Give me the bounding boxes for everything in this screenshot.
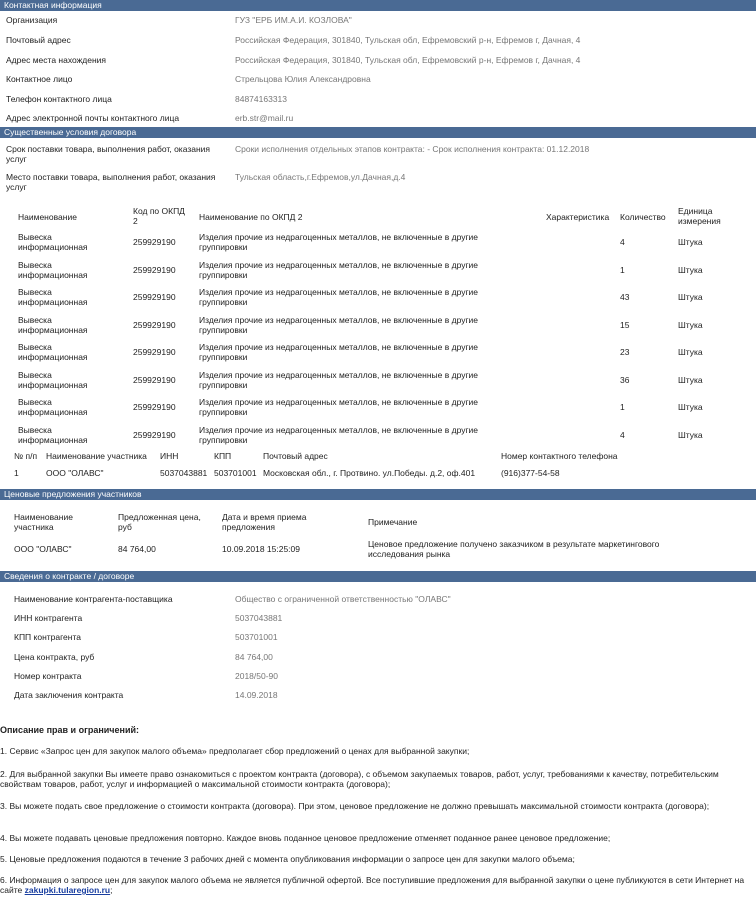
offers-header-date: Дата и время приема предложения — [222, 512, 307, 532]
items-header-name: Наименование — [18, 212, 77, 222]
contract-value-inn: 5037043881 — [235, 613, 283, 623]
items-header-okpd-code: Код по ОКПД 2 — [133, 206, 185, 226]
conditions-value-term: Сроки исполнения отдельных этапов контракта: - Срок исполнения контракта: 01.12.2018 — [235, 144, 590, 154]
item-name: Вывеска информационная — [18, 397, 88, 417]
rights-item-6 — [0, 875, 752, 895]
item-unit: Штука — [678, 429, 703, 440]
rights-title: Описание прав и ограничений: — [0, 725, 140, 735]
rights-item-5: 5. Ценовые предложения подаются в течение 3 рабочих дней с момента опубликования информации о запросе цен для закупки малого объема; — [0, 854, 575, 864]
contact-label-organization: Организация — [6, 15, 58, 25]
contract-label-price: Цена контракта, руб — [14, 652, 95, 662]
conditions-label-term: Срок поставки товара, выполнения работ, оказания услуг — [6, 144, 210, 164]
item-quantity: 1 — [620, 264, 625, 275]
items-header-characteristic: Характеристика — [546, 212, 610, 222]
conditions-section-header: Существенные условия договора — [0, 127, 756, 138]
conditions-label-place: Место поставки товара, выполнения работ, оказания услуг — [6, 172, 216, 192]
contract-label-inn: ИНН контрагента — [14, 613, 83, 623]
contract-label-kpp: КПП контрагента — [14, 632, 81, 642]
item-okpd-code: 259929190 — [133, 429, 176, 440]
participants-header-name: Наименование участника — [46, 451, 147, 461]
item-quantity: 43 — [620, 292, 630, 302]
rights-item-6-end: ; — [110, 885, 113, 895]
contract-label-date: Дата заключения контракта — [14, 690, 124, 700]
rights-item-1: 1. Сервис «Запрос цен для закупок малого объема» предполагает сбор предложений о ценах для выбранной закупки; — [0, 746, 470, 756]
item-unit: Штука — [678, 237, 703, 247]
contact-label-person: Контактное лицо — [6, 74, 73, 84]
offers-header-price: Предложенная цена, руб — [118, 512, 201, 532]
rights-item-6-text: 6. Информация о запросе цен для закупок малого объема не является публичной офертой. Все поступившие предложения для выбранной закупки о цене публикуются в сети Интернет на сайте — [0, 875, 745, 895]
item-name: Вывеска информационная — [18, 314, 88, 335]
contract-value-number: 2018/50-90 — [235, 671, 279, 681]
contract-value-price: 84 764,00 — [235, 652, 273, 662]
item-okpd-name: Изделия прочие из недрагоценных металлов, не включенные в другие группировки — [199, 342, 479, 362]
item-unit: Штука — [678, 319, 703, 330]
items-header-unit: Единица измерения — [678, 206, 721, 226]
contract-label-supplier: Наименование контрагента-поставщика — [14, 594, 173, 604]
contact-value-email: erb.str@mail.ru — [235, 113, 294, 123]
item-name: Вывеска информационная — [18, 232, 88, 252]
item-okpd-code: 259929190 — [133, 347, 176, 357]
participant-num: 1 — [14, 468, 19, 478]
item-okpd-code: 259929190 — [133, 402, 176, 412]
contract-value-date: 14.09.2018 — [235, 690, 278, 700]
item-okpd-name: Изделия прочие из недрагоценных металлов, не включенные в другие группировки — [199, 287, 479, 307]
item-okpd-code: 259929190 — [133, 292, 176, 302]
item-unit: Штука — [678, 292, 703, 302]
item-okpd-code: 259929190 — [133, 264, 176, 275]
offer-date: 10.09.2018 15:25:09 — [222, 544, 300, 554]
contract-value-supplier: Общество с ограниченной ответственностью "ОЛАВС" — [235, 594, 451, 604]
item-name: Вывеска информационная — [18, 342, 88, 362]
contact-value-phone: 84874163313 — [235, 94, 288, 104]
contact-label-phone: Телефон контактного лица — [6, 94, 112, 104]
participants-header-num: № п/п — [14, 451, 38, 461]
item-okpd-name: Изделия прочие из недрагоценных металлов, не включенные в другие группировки — [199, 314, 479, 335]
item-okpd-code: 259929190 — [133, 319, 176, 330]
contract-value-kpp: 503701001 — [235, 632, 278, 642]
items-header-okpd-name: Наименование по ОКПД 2 — [199, 212, 303, 222]
item-okpd-name: Изделия прочие из недрагоценных металлов, не включенные в другие группировки — [199, 259, 479, 280]
contract-section-header: Сведения о контракте / договоре — [0, 571, 756, 582]
item-unit: Штука — [678, 402, 703, 412]
contact-label-email: Адрес электронной почты контактного лица — [6, 113, 180, 123]
item-unit: Штука — [678, 374, 703, 385]
contact-value-organization: ГУЗ "ЕРБ ИМ.А.И. КОЗЛОВА" — [235, 15, 352, 25]
rights-item-4: 4. Вы можете подавать ценовые предложения повторно. Каждое вновь поданное ценовое предложение отменяет поданное ранее ценовое предложение; — [0, 833, 611, 843]
item-okpd-name: Изделия прочие из недрагоценных металлов, не включенные в другие группировки — [199, 369, 479, 390]
participants-header-address: Почтовый адрес — [263, 451, 328, 461]
conditions-value-place: Тульская область,г.Ефремов,ул.Дачная,д.4 — [235, 172, 406, 182]
offers-header-note: Примечание — [368, 517, 418, 527]
item-quantity: 23 — [620, 347, 630, 357]
participants-header-inn: ИНН — [160, 451, 179, 461]
participant-name: ООО "ОЛАВС" — [46, 468, 104, 478]
offer-note: Ценовое предложение получено заказчиком в результате маркетингового исследования рынка — [368, 539, 660, 559]
items-header-quantity: Количество — [620, 212, 666, 222]
item-okpd-name: Изделия прочие из недрагоценных металлов, не включенные в другие группировки — [199, 232, 479, 252]
offer-name: ООО "ОЛАВС" — [14, 544, 72, 554]
item-quantity: 1 — [620, 402, 625, 412]
contact-label-postal-address: Почтовый адрес — [6, 35, 71, 45]
offer-price: 84 764,00 — [118, 544, 156, 554]
item-quantity: 15 — [620, 319, 630, 330]
participant-address: Московская обл., г. Протвино. ул.Победы. д.2, оф.401 — [263, 468, 476, 478]
item-okpd-name: Изделия прочие из недрагоценных металлов, не включенные в другие группировки — [199, 424, 479, 445]
item-okpd-code: 259929190 — [133, 374, 176, 385]
rights-item-3: 3. Вы можете подать свое предложение о стоимости контракта (договора). При этом, ценовое предложение не должно превышать максимальной стоимости контракта (договора); — [0, 801, 710, 811]
participants-header-kpp: КПП — [214, 451, 232, 461]
contact-value-postal-address: Российская Федерация, 301840, Тульская обл, Ефремовский р-н, Ефремов г, Дачная, 4 — [235, 35, 581, 45]
participant-phone: (916)377-54-58 — [501, 468, 560, 478]
tularegion-link[interactable]: zakupki.tularegion.ru — [24, 885, 111, 895]
item-unit: Штука — [678, 264, 703, 275]
item-name: Вывеска информационная — [18, 424, 88, 445]
contact-value-person: Стрельцова Юлия Александровна — [235, 74, 371, 84]
item-okpd-name: Изделия прочие из недрагоценных металлов, не включенные в другие группировки — [199, 397, 479, 417]
contact-value-location-address: Российская Федерация, 301840, Тульская обл, Ефремовский р-н, Ефремов г, Дачная, 4 — [235, 55, 581, 65]
offers-header-name: Наименование участника — [14, 512, 73, 532]
item-quantity: 4 — [620, 429, 625, 440]
contact-label-location-address: Адрес места нахождения — [6, 55, 107, 65]
item-name: Вывеска информационная — [18, 287, 88, 307]
item-okpd-code: 259929190 — [133, 237, 176, 247]
contract-label-number: Номер контракта — [14, 671, 82, 681]
participants-header-phone: Номер контактного телефона — [501, 451, 618, 461]
item-quantity: 36 — [620, 374, 630, 385]
item-name: Вывеска информационная — [18, 259, 88, 280]
item-name: Вывеска информационная — [18, 369, 88, 390]
rights-item-2: 2. Для выбранной закупки Вы имеете право ознакомиться с проектом контракта (договора), с объемом закупаемых товаров, работ, услуг, требованиями к качеству, потребительским свойствам товаров, работ, услуг и информацией о максимальной стоимости контракта (договора); — [0, 769, 719, 789]
contact-section-header: Контактная информация — [0, 0, 756, 11]
item-unit: Штука — [678, 347, 703, 357]
offers-section-header: Ценовые предложения участников — [0, 489, 756, 500]
participant-inn: 5037043881 — [160, 468, 208, 478]
item-quantity: 4 — [620, 237, 625, 247]
participant-kpp: 503701001 — [214, 468, 257, 478]
